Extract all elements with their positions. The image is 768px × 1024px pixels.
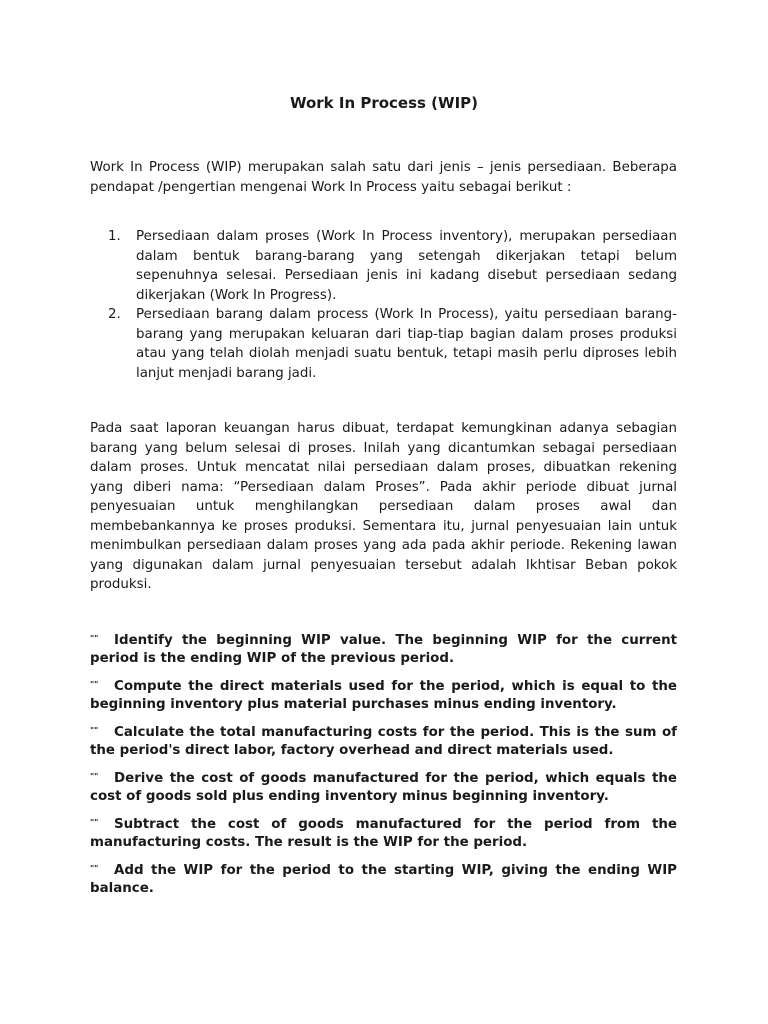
- list-item-text: Persediaan dalam proses (Work In Process inventory), merupakan persediaan dalam bentuk barang-barang yang setengah dikerjakan tetapi belum sepenuhnya selesai. Persediaan jenis ini kadang disebut persediaan sedang dikerjakan (Work In Progress).: [136, 229, 677, 303]
- list-number: 2.: [108, 307, 121, 322]
- step-text: Add the WIP for the period to the starting WIP, giving the ending WIP balance.: [90, 863, 677, 896]
- bullet-icon: "": [90, 634, 99, 643]
- list-item: [108, 227, 677, 305]
- bullet-icon: "": [90, 726, 99, 735]
- steps-list: [90, 632, 677, 908]
- bullet-icon: "": [90, 772, 99, 781]
- list-item: [90, 632, 677, 668]
- list-number: 1.: [108, 229, 121, 244]
- bullet-icon: "": [90, 818, 99, 827]
- list-item: [90, 724, 677, 760]
- list-item: [108, 305, 677, 383]
- step-text: Derive the cost of goods manufactured for the period, which equals the cost of goods sold plus ending inventory minus beginning inventory.: [90, 771, 677, 804]
- list-item-text: Persediaan barang dalam process (Work In Process), yaitu persediaan barang-barang yang merupakan keluaran dari tiap-tiap bagian dalam proses produksi atau yang telah diolah menjadi suatu bentuk, tetapi masih perlu diproses lebih lanjut menjadi barang jadi.: [136, 307, 677, 381]
- list-item: [90, 770, 677, 806]
- bullet-icon: "": [90, 680, 99, 689]
- list-item: [90, 678, 677, 714]
- step-text: Identify the beginning WIP value. The beginning WIP for the current period is the ending WIP of the previous period.: [90, 633, 677, 666]
- list-item: [90, 816, 677, 852]
- bullet-icon: "": [90, 864, 99, 873]
- step-text: Calculate the total manufacturing costs for the period. This is the sum of the period's direct labor, factory overhead and direct materials used.: [90, 725, 677, 758]
- body-paragraph: Pada saat laporan keuangan harus dibuat, terdapat kemungkinan adanya sebagian barang yang belum selesai di proses. Inilah yang dicantumkan sebagai persediaan dalam proses. Untuk mencatat nilai persediaan dalam proses, dibuatkan rekening yang diberi nama: “Persediaan dalam Proses”. Pada akhir periode dibuat jurnal penyesuaian untuk menghilangkan persediaan dalam proses awal dan membebankannya ke proses produksi. Sementara itu, jurnal penyesuaian lain untuk menimbulkan persediaan dalam proses yang ada pada akhir periode. Rekening lawan yang digunakan dalam jurnal penyesuaian tersebut adalah Ikhtisar Beban pokok produksi.: [90, 421, 677, 592]
- step-text: Compute the direct materials used for the period, which is equal to the beginning inventory plus material purchases minus ending inventory.: [90, 679, 677, 712]
- page-title: Work In Process (WIP): [289, 94, 479, 112]
- definition-list: [108, 227, 677, 383]
- list-item: [90, 862, 677, 898]
- intro-paragraph: Work In Process (WIP) merupakan salah satu dari jenis – jenis persediaan. Beberapa pendapat /pengertian mengenai Work In Process yaitu sebagai berikut :: [90, 160, 677, 195]
- step-text: Subtract the cost of goods manufactured for the period from the manufacturing costs. The result is the WIP for the period.: [90, 817, 677, 850]
